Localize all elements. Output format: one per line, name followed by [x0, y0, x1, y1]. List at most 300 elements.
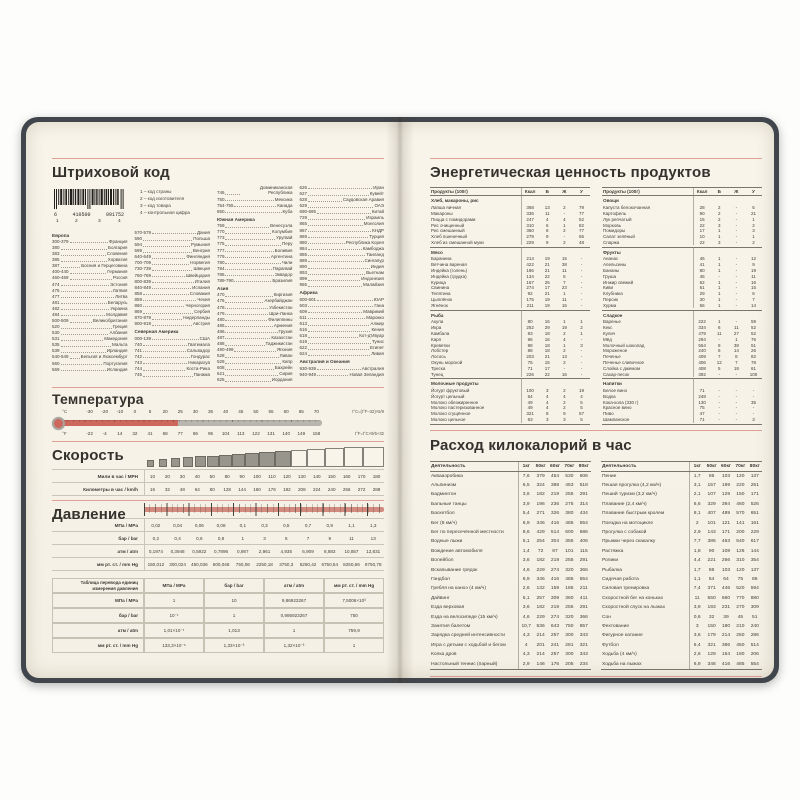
- kcal-50kg: 193: [707, 605, 716, 611]
- kcal-70kg: 300: [565, 652, 574, 658]
- country-name: Колумбия: [272, 229, 293, 235]
- kcal-60kg: 241: [550, 642, 560, 648]
- celsius-value: -20: [101, 409, 108, 414]
- country-name: Казахстан: [271, 334, 293, 340]
- country-code: 539: [52, 348, 60, 354]
- country-code: 482: [52, 305, 60, 311]
- kcal-60kg: 386: [721, 642, 731, 648]
- speed-value: 180: [372, 473, 381, 479]
- country-code: 860: [134, 302, 142, 308]
- food-protein: 19: [544, 256, 550, 262]
- country-row: [217, 260, 292, 265]
- kcal-70kg: 320: [565, 614, 574, 620]
- kcal-50kg: 196: [536, 501, 545, 507]
- kcal-70kg: 205: [565, 661, 574, 667]
- country-code: 729: [299, 215, 307, 221]
- food-name: Груша: [603, 273, 616, 279]
- kcal-per-kg: 3,1: [693, 483, 701, 489]
- speed-row-label: Мили в час / MPH: [97, 473, 138, 479]
- country-name: Аргентина: [270, 253, 293, 259]
- kcal-60kg: 489: [721, 511, 731, 517]
- food-kcal: 92: [527, 291, 533, 297]
- conversion-row-label: мм рт. ст. / mm Hg: [52, 638, 144, 653]
- country-code: 744: [134, 366, 142, 372]
- fahrenheit-label: °F: [62, 431, 67, 436]
- kcal-80kg: 606: [579, 473, 588, 479]
- food-carbs: -: [580, 268, 583, 274]
- country-name: Хорватия: [107, 257, 128, 263]
- kcal-50kg: 90: [708, 548, 715, 554]
- food-carbs: 77: [578, 210, 584, 216]
- food-header-products: Продукты (100г): [431, 189, 468, 195]
- celsius-value: -10: [116, 409, 124, 414]
- country-code: 387: [52, 263, 60, 269]
- country-row: [299, 185, 384, 190]
- calories-row: [430, 509, 591, 518]
- food-carbs: -: [752, 405, 755, 411]
- calories-row: [430, 622, 591, 631]
- country-name: Армения: [273, 322, 293, 328]
- country-code: 784: [216, 265, 225, 271]
- country-row: [217, 353, 292, 358]
- food-carbs: 2: [752, 222, 755, 228]
- kcal-80kg: 144: [750, 548, 759, 554]
- speed-value: 48: [179, 486, 185, 492]
- country-name: Таджикистан: [265, 341, 293, 347]
- food-name: Индейка (голень): [431, 268, 468, 274]
- ruler-ticks-long: [144, 503, 384, 516]
- country-code: 640-649: [134, 254, 151, 260]
- country-row: [52, 312, 127, 317]
- country-code: 485: [216, 322, 225, 328]
- country-row: [217, 254, 292, 259]
- conversion-value: 1: [204, 608, 264, 623]
- food-carbs: 78: [750, 360, 756, 365]
- food-protein: 9: [718, 342, 721, 348]
- thermometer-graphic: [52, 417, 384, 429]
- activity-name: Гандбол: [431, 576, 450, 582]
- kcal-70kg: 355: [565, 539, 574, 545]
- food-name: Молоко сгущённое: [431, 411, 471, 417]
- kcal-50kg: 271: [536, 511, 545, 517]
- food-fat: 38: [561, 262, 567, 268]
- country-name: ЮАР: [373, 296, 384, 302]
- kcal-60kg: 266: [721, 558, 731, 564]
- pressure-row-label: МПа / MPa: [114, 522, 138, 528]
- celsius-formula: t°C=(t°F–32)×5/9: [352, 409, 384, 414]
- country-row: [52, 263, 127, 268]
- country-name: Марокко: [366, 314, 384, 320]
- food-protein: 21: [544, 268, 550, 274]
- food-name: Варенье: [603, 319, 621, 325]
- country-code: 789-790: [216, 277, 234, 283]
- leader-dots: [225, 363, 281, 364]
- country-row: [217, 371, 292, 376]
- kcal-60kg: 159: [550, 586, 560, 592]
- country-name: Таиланд: [366, 251, 384, 257]
- calories-row: [601, 594, 762, 603]
- activity-name: Фигурное катание: [602, 633, 643, 639]
- country-row: [52, 294, 127, 299]
- kcal-70kg: 485: [736, 661, 745, 667]
- leader-dots: [308, 195, 369, 196]
- food-name: Телятина: [431, 291, 451, 297]
- country-code: 000-139: [134, 335, 151, 341]
- kcal-80kg: 343: [579, 652, 588, 658]
- country-name: Греция: [112, 324, 128, 330]
- food-group-title: Молочные продукты: [431, 381, 479, 387]
- country-name: Чехия: [197, 296, 210, 302]
- activity-name: Плавание (2,4 км/ч): [602, 501, 647, 507]
- food-name: Цыплёнок: [431, 297, 453, 303]
- speed-value: 160: [253, 486, 261, 492]
- pressure-value: 9: [328, 535, 332, 541]
- country-name: Болгария: [108, 245, 128, 251]
- pressure-value: 1,3: [370, 522, 377, 528]
- kcal-per-kg: 2,9: [693, 530, 701, 536]
- celsius-value: 5: [148, 409, 152, 414]
- kcal-per-kg: 5,4: [522, 511, 530, 517]
- country-name: Австрия: [192, 321, 210, 327]
- country-row: [299, 246, 384, 251]
- speed-value: 40: [194, 473, 200, 479]
- activity-name: Ролики: [602, 558, 619, 564]
- food-name: Акула: [431, 319, 444, 325]
- country-name: Канада: [277, 202, 293, 208]
- kcal-per-kg: 2,6: [522, 586, 530, 592]
- country-row: [134, 342, 209, 347]
- food-name: Окунь морской: [431, 360, 463, 365]
- food-group: [430, 310, 590, 379]
- kcal-50kg: 86: [708, 567, 715, 573]
- fahrenheit-value: 95: [208, 431, 214, 436]
- kcal-50kg: 182: [536, 492, 545, 498]
- leader-dots: [225, 233, 271, 234]
- food-row: [602, 371, 762, 377]
- country-row: [134, 309, 209, 314]
- leader-dots: [308, 231, 371, 232]
- food-kcal: 83: [527, 330, 533, 336]
- food-carbs: -: [752, 411, 755, 417]
- kcal-60kg: 454: [550, 473, 560, 479]
- country-row: [299, 209, 384, 214]
- activity-name: Дайвинг: [431, 595, 450, 601]
- pressure-value: 1: [241, 535, 245, 541]
- thermometer-tube: [55, 420, 322, 426]
- country-name: Индия: [370, 264, 384, 270]
- barcode-number: 6 410500 091752: [54, 211, 124, 218]
- food-header-carbs: У: [752, 189, 755, 195]
- activity-name: Фехтование: [602, 623, 630, 629]
- calories-row: [601, 631, 762, 640]
- country-row: [299, 191, 384, 196]
- conversion-value: 10: [204, 593, 264, 608]
- calories-row: [601, 603, 762, 612]
- country-name: Венесуэла: [270, 223, 293, 229]
- country-name: Коста-Рика: [186, 366, 210, 372]
- food-kcal: 248: [698, 393, 706, 399]
- food-kcal: 422: [526, 262, 534, 268]
- country-name: Италия: [194, 278, 210, 284]
- country-group: [299, 359, 384, 377]
- food-name: Молочный шоколад: [603, 342, 645, 348]
- leader-dots: [308, 188, 372, 189]
- food-protein: 5: [718, 365, 721, 371]
- food-carbs: 4: [580, 393, 583, 399]
- calories-row: [430, 547, 591, 556]
- country-code: 850: [216, 208, 225, 214]
- calories-row: [430, 472, 591, 481]
- calories-header-60kg: 60кг: [721, 463, 731, 469]
- food-kcal: 360: [526, 228, 534, 234]
- food-protein: 3: [718, 222, 721, 228]
- activity-name: Рыбалка: [602, 567, 623, 573]
- leader-dots: [143, 363, 187, 364]
- kcal-per-kg: 4,6: [522, 567, 530, 573]
- leader-dots: [61, 255, 106, 256]
- speed-value: 256: [342, 486, 351, 492]
- food-group: [430, 247, 590, 310]
- calories-row: [601, 490, 762, 499]
- region-title: Азия: [216, 285, 229, 291]
- food-fat: 4: [563, 393, 566, 399]
- food-kcal: 334: [698, 325, 706, 331]
- country-row: [134, 242, 209, 247]
- kcal-60kg: 446: [721, 586, 731, 592]
- kcal-80kg: 229: [750, 530, 759, 536]
- activity-name: Занятия балетом: [431, 623, 471, 629]
- conversion-value: 9,86923267: [264, 593, 324, 608]
- leader-dots: [308, 318, 366, 319]
- food-kcal: 408: [698, 365, 706, 371]
- country-code: 611: [299, 314, 307, 320]
- calories-row: [601, 472, 762, 481]
- food-header-protein: Б: [545, 189, 549, 195]
- food-fat: 13: [561, 354, 567, 360]
- food-fat: 3: [563, 417, 566, 423]
- kcal-60kg: 103: [721, 567, 731, 573]
- pressure-section: [52, 501, 384, 653]
- celsius-value: 50: [253, 409, 259, 414]
- kcal-70kg: 275: [565, 501, 574, 507]
- kcal-60kg: 416: [550, 520, 560, 526]
- kcal-per-kg: 3,6: [522, 558, 530, 564]
- country-code: 608: [216, 365, 225, 371]
- country-row: [134, 279, 209, 284]
- food-fat: 11: [734, 325, 739, 331]
- food-carbs: -: [580, 262, 583, 268]
- food-row: [602, 303, 762, 309]
- food-fat: -: [563, 365, 566, 371]
- kcal-70kg: 250: [736, 633, 745, 639]
- country-group: [299, 290, 384, 357]
- kcal-per-kg: 6,9: [522, 576, 530, 582]
- leader-dots: [308, 306, 373, 307]
- country-row: [134, 366, 209, 371]
- speed-value: 16: [149, 486, 156, 492]
- food-kcal: 321: [526, 411, 534, 417]
- food-protein: -: [718, 371, 721, 377]
- food-name: Кекс: [603, 325, 613, 331]
- food-fat: -: [735, 388, 738, 394]
- kcal-80kg: 406: [579, 539, 588, 545]
- leader-dots: [308, 325, 369, 326]
- speed-value: 208: [298, 486, 306, 492]
- leader-dots: [308, 280, 360, 281]
- country-code: 880: [299, 239, 307, 245]
- country-row: [299, 282, 384, 287]
- food-name: Ягнёнок: [431, 302, 448, 308]
- food-protein: 16: [544, 336, 550, 342]
- country-row: [134, 273, 209, 278]
- kcal-50kg: 143: [707, 530, 716, 536]
- country-row: [217, 248, 292, 253]
- kcal-60kg: 219: [550, 605, 560, 611]
- country-name: Исландия: [106, 366, 128, 372]
- food-name: Йогурт цельный: [431, 393, 465, 399]
- kcal-80kg: 651: [750, 511, 759, 517]
- food-name: Инжир свежий: [603, 279, 634, 285]
- pressure-value: 0,08: [216, 522, 226, 528]
- country-code: 745: [134, 372, 142, 378]
- activity-name: Плавание быстрым кролем: [602, 511, 665, 517]
- country-row: [52, 300, 127, 305]
- food-kcal: 226: [526, 371, 534, 377]
- country-code: 385: [52, 257, 60, 263]
- country-code: 867: [299, 227, 307, 233]
- leader-dots: [70, 358, 80, 359]
- country-name: Вьетнам: [366, 270, 384, 276]
- leader-dots: [308, 312, 362, 313]
- country-code: 775: [216, 241, 225, 247]
- celsius-value: 20: [162, 409, 168, 414]
- country-code: 621: [216, 371, 225, 377]
- calories-header-60kg: 60кг: [550, 463, 560, 469]
- food-fat: -: [735, 371, 738, 377]
- pressure-value: 1,1: [348, 522, 355, 528]
- kcal-80kg: 434: [579, 511, 588, 517]
- food-kcal: 96: [527, 336, 533, 342]
- kcal-per-kg: 2: [695, 520, 699, 526]
- food-fat: 1: [735, 336, 738, 342]
- activity-name: Прогулка с собакой: [602, 530, 647, 536]
- country-row: [134, 321, 209, 326]
- food-carbs: 3: [752, 228, 755, 234]
- food-fat: 16: [561, 371, 567, 377]
- food-name: Лук репчатый: [603, 216, 632, 222]
- food-group-title-row: [602, 196, 762, 204]
- activity-name: Сон: [602, 614, 611, 620]
- country-code: 609: [299, 308, 307, 314]
- food-kcal: 310: [526, 222, 534, 228]
- kcal-70kg: 220: [736, 483, 745, 489]
- food-fat: -: [735, 297, 738, 303]
- speed-value: 288: [372, 486, 381, 492]
- leader-dots: [234, 281, 271, 282]
- food-name: Ананас: [603, 256, 619, 262]
- food-group: [602, 378, 762, 423]
- food-group: [602, 247, 762, 310]
- food-carbs: 82: [750, 354, 756, 360]
- country-code: 474: [52, 281, 60, 287]
- pressure-value: 450,036: [191, 561, 208, 567]
- calories-row: [430, 650, 591, 659]
- food-protein: 29: [544, 325, 550, 331]
- food-kcal: 47: [699, 411, 705, 417]
- food-header-fat: Ж: [562, 189, 567, 195]
- food-fat: 4: [563, 336, 566, 342]
- kcal-70kg: 600: [565, 530, 574, 536]
- country-row: [299, 321, 384, 326]
- kcal-60kg: 257: [550, 633, 560, 639]
- country-row: [299, 372, 384, 377]
- kcal-60kg: 643: [550, 623, 560, 629]
- country-name: Мальта: [112, 342, 128, 348]
- country-code: 479: [216, 310, 225, 316]
- food-name: Бананы: [603, 268, 620, 274]
- kcal-per-kg: 2,1: [693, 492, 701, 498]
- country-group: [217, 286, 292, 383]
- food-kcal: 554: [698, 342, 706, 348]
- kcal-70kg: 45: [737, 614, 744, 620]
- food-header-kcal: Ккал: [696, 189, 708, 195]
- country-code: 528: [216, 353, 225, 359]
- food-fat: -: [735, 222, 738, 228]
- kcal-60kg: 257: [550, 652, 560, 658]
- kcal-60kg: 326: [550, 511, 560, 517]
- country-row: [217, 341, 292, 346]
- speed-value: 240: [327, 486, 336, 492]
- leader-dots: [308, 261, 364, 262]
- country-code: 885: [299, 251, 307, 257]
- food-fat: -: [735, 205, 738, 211]
- speed-value: 176: [268, 486, 276, 492]
- conversion-corner-label: Таблица перевода единиц измерения давления: [52, 578, 144, 593]
- kcal-80kg: 554: [579, 576, 588, 582]
- food-protein: 3: [718, 240, 721, 246]
- country-row: [299, 345, 384, 350]
- country-code: 743: [134, 359, 142, 365]
- pressure-row: [52, 544, 384, 557]
- country-code: 777: [216, 247, 225, 253]
- calories-row: [601, 660, 762, 669]
- celsius-value: -30: [86, 409, 93, 414]
- celsius-value: 35: [208, 409, 214, 414]
- food-name: Салат зелёный: [603, 234, 635, 240]
- country-row: [217, 335, 292, 340]
- country-row: [217, 365, 292, 370]
- country-row: [52, 367, 127, 372]
- barcode-section-title: Штриховой код: [52, 164, 170, 181]
- pressure-value: 0,3: [261, 522, 268, 528]
- kcal-80kg: 857: [579, 623, 588, 629]
- leader-dots: [152, 233, 196, 234]
- kcal-50kg: 182: [536, 558, 545, 564]
- country-name: Финляндия: [186, 254, 210, 260]
- kcal-50kg: 32: [708, 614, 715, 620]
- food-fat: -: [563, 234, 566, 240]
- kcal-80kg: 240: [750, 623, 759, 629]
- leader-dots: [61, 328, 112, 329]
- country-code: 520: [52, 324, 60, 330]
- food-carbs: -: [752, 393, 755, 399]
- country-code: 628: [299, 197, 307, 203]
- country-name: Норвегия: [190, 260, 210, 266]
- food-protein: 11: [544, 210, 550, 216]
- calories-row: [601, 500, 762, 509]
- food-name: Камбала: [431, 330, 450, 336]
- kcal-70kg: 210: [736, 623, 745, 629]
